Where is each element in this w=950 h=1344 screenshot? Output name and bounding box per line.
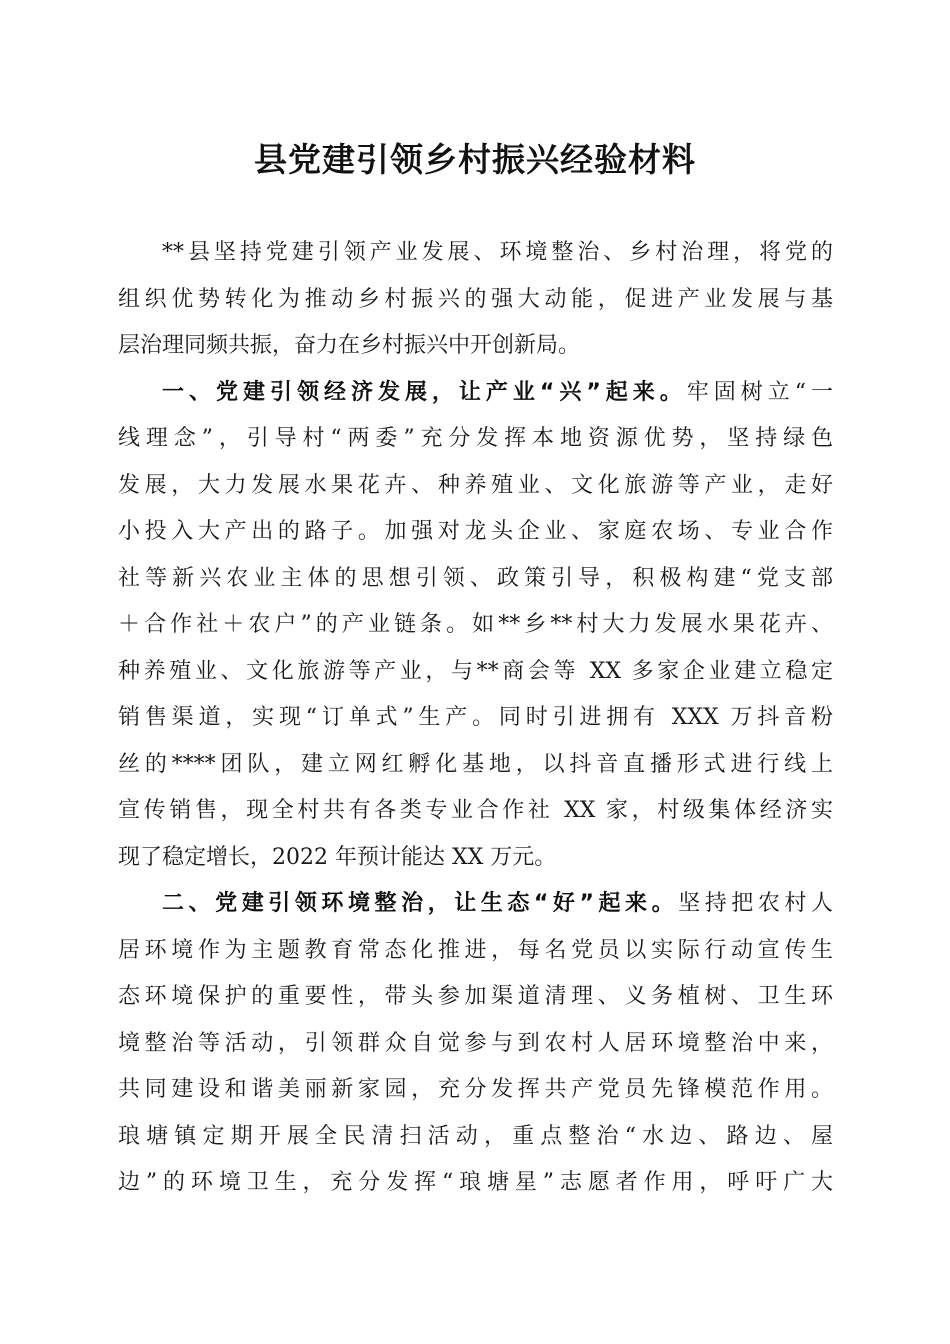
paragraph-environment [118, 881, 833, 1207]
text-line: 组织优势转化为推动乡村振兴的强大动能，促进产业发展与基 [118, 286, 833, 312]
paragraph-intro [118, 230, 833, 370]
text-line: 宣传销售，现全村共有各类专业合作社 XX 家，村级集体经济实 [118, 798, 833, 823]
text-line: 琅塘镇定期开展全民清扫活动，重点整治“水边、路边、屋 [118, 1123, 833, 1149]
text-line: 共同建设和谐美丽新家园，充分发挥共产党员先锋模范作用。 [118, 1077, 833, 1102]
text-line: 种养殖业、文化旅游等产业，与**商会等 XX 多家企业建立稳定 [118, 658, 833, 684]
section-heading-economy: 一、党建引领经济发展，让产业“兴”起来。 [162, 379, 687, 405]
text-line: 态环境保护的重要性，带头参加渠道清理、义务植树、卫生环 [118, 984, 833, 1009]
paragraph-economy [118, 370, 833, 882]
text-segment: 牢固树立“一 [686, 379, 834, 405]
text-segment: 坚持把农村人 [678, 891, 833, 916]
text-line: 发展，大力发展水果花卉、种养殖业、文化旅游等产业，走好 [118, 472, 833, 498]
section-heading-environment: 二、党建引领环境整治，让生态“好”起来。 [162, 891, 679, 916]
text-line: 境整治等活动，引领群众自觉参与到农村人居环境整治中来， [118, 1030, 833, 1056]
text-line: 社等新兴农业主体的思想引领、政策引导，积极构建“党支部 [118, 565, 833, 591]
text-line [118, 370, 833, 417]
text-line: 现了稳定增长，2022 年预计能达 XX 万元。 [118, 844, 557, 870]
text-line: 线理念”，引导村“两委”充分发挥本地资源优势，坚持绿色 [118, 426, 833, 451]
text-line: 边”的环境卫生，充分发挥“琅塘星”志愿者作用，呼吁广大 [118, 1170, 833, 1195]
text-line: ＋合作社＋农户”的产业链条。如**乡**村大力发展水果花卉、 [118, 612, 833, 637]
document-title: 县党建引领乡村振兴经验材料 [254, 140, 696, 179]
text-line: 层治理同频共振，奋力在乡村振兴中开创新局。 [118, 333, 581, 358]
text-line: 居环境作为主题教育常态化推进，每名党员以实际行动宣传生 [118, 937, 833, 963]
text-line: **县坚持党建引领产业发展、环境整治、乡村治理，将党的 [162, 240, 833, 265]
text-line [118, 881, 833, 928]
text-line: 丝的****团队，建立网红孵化基地，以抖音直播形式进行线上 [118, 751, 833, 777]
text-line: 小投入大产出的路子。加强对龙头企业、家庭农场、专业合作 [118, 519, 833, 544]
document-body [118, 230, 833, 1207]
text-line: 销售渠道，实现“订单式”生产。同时引进拥有 XXX 万抖音粉 [118, 705, 833, 730]
